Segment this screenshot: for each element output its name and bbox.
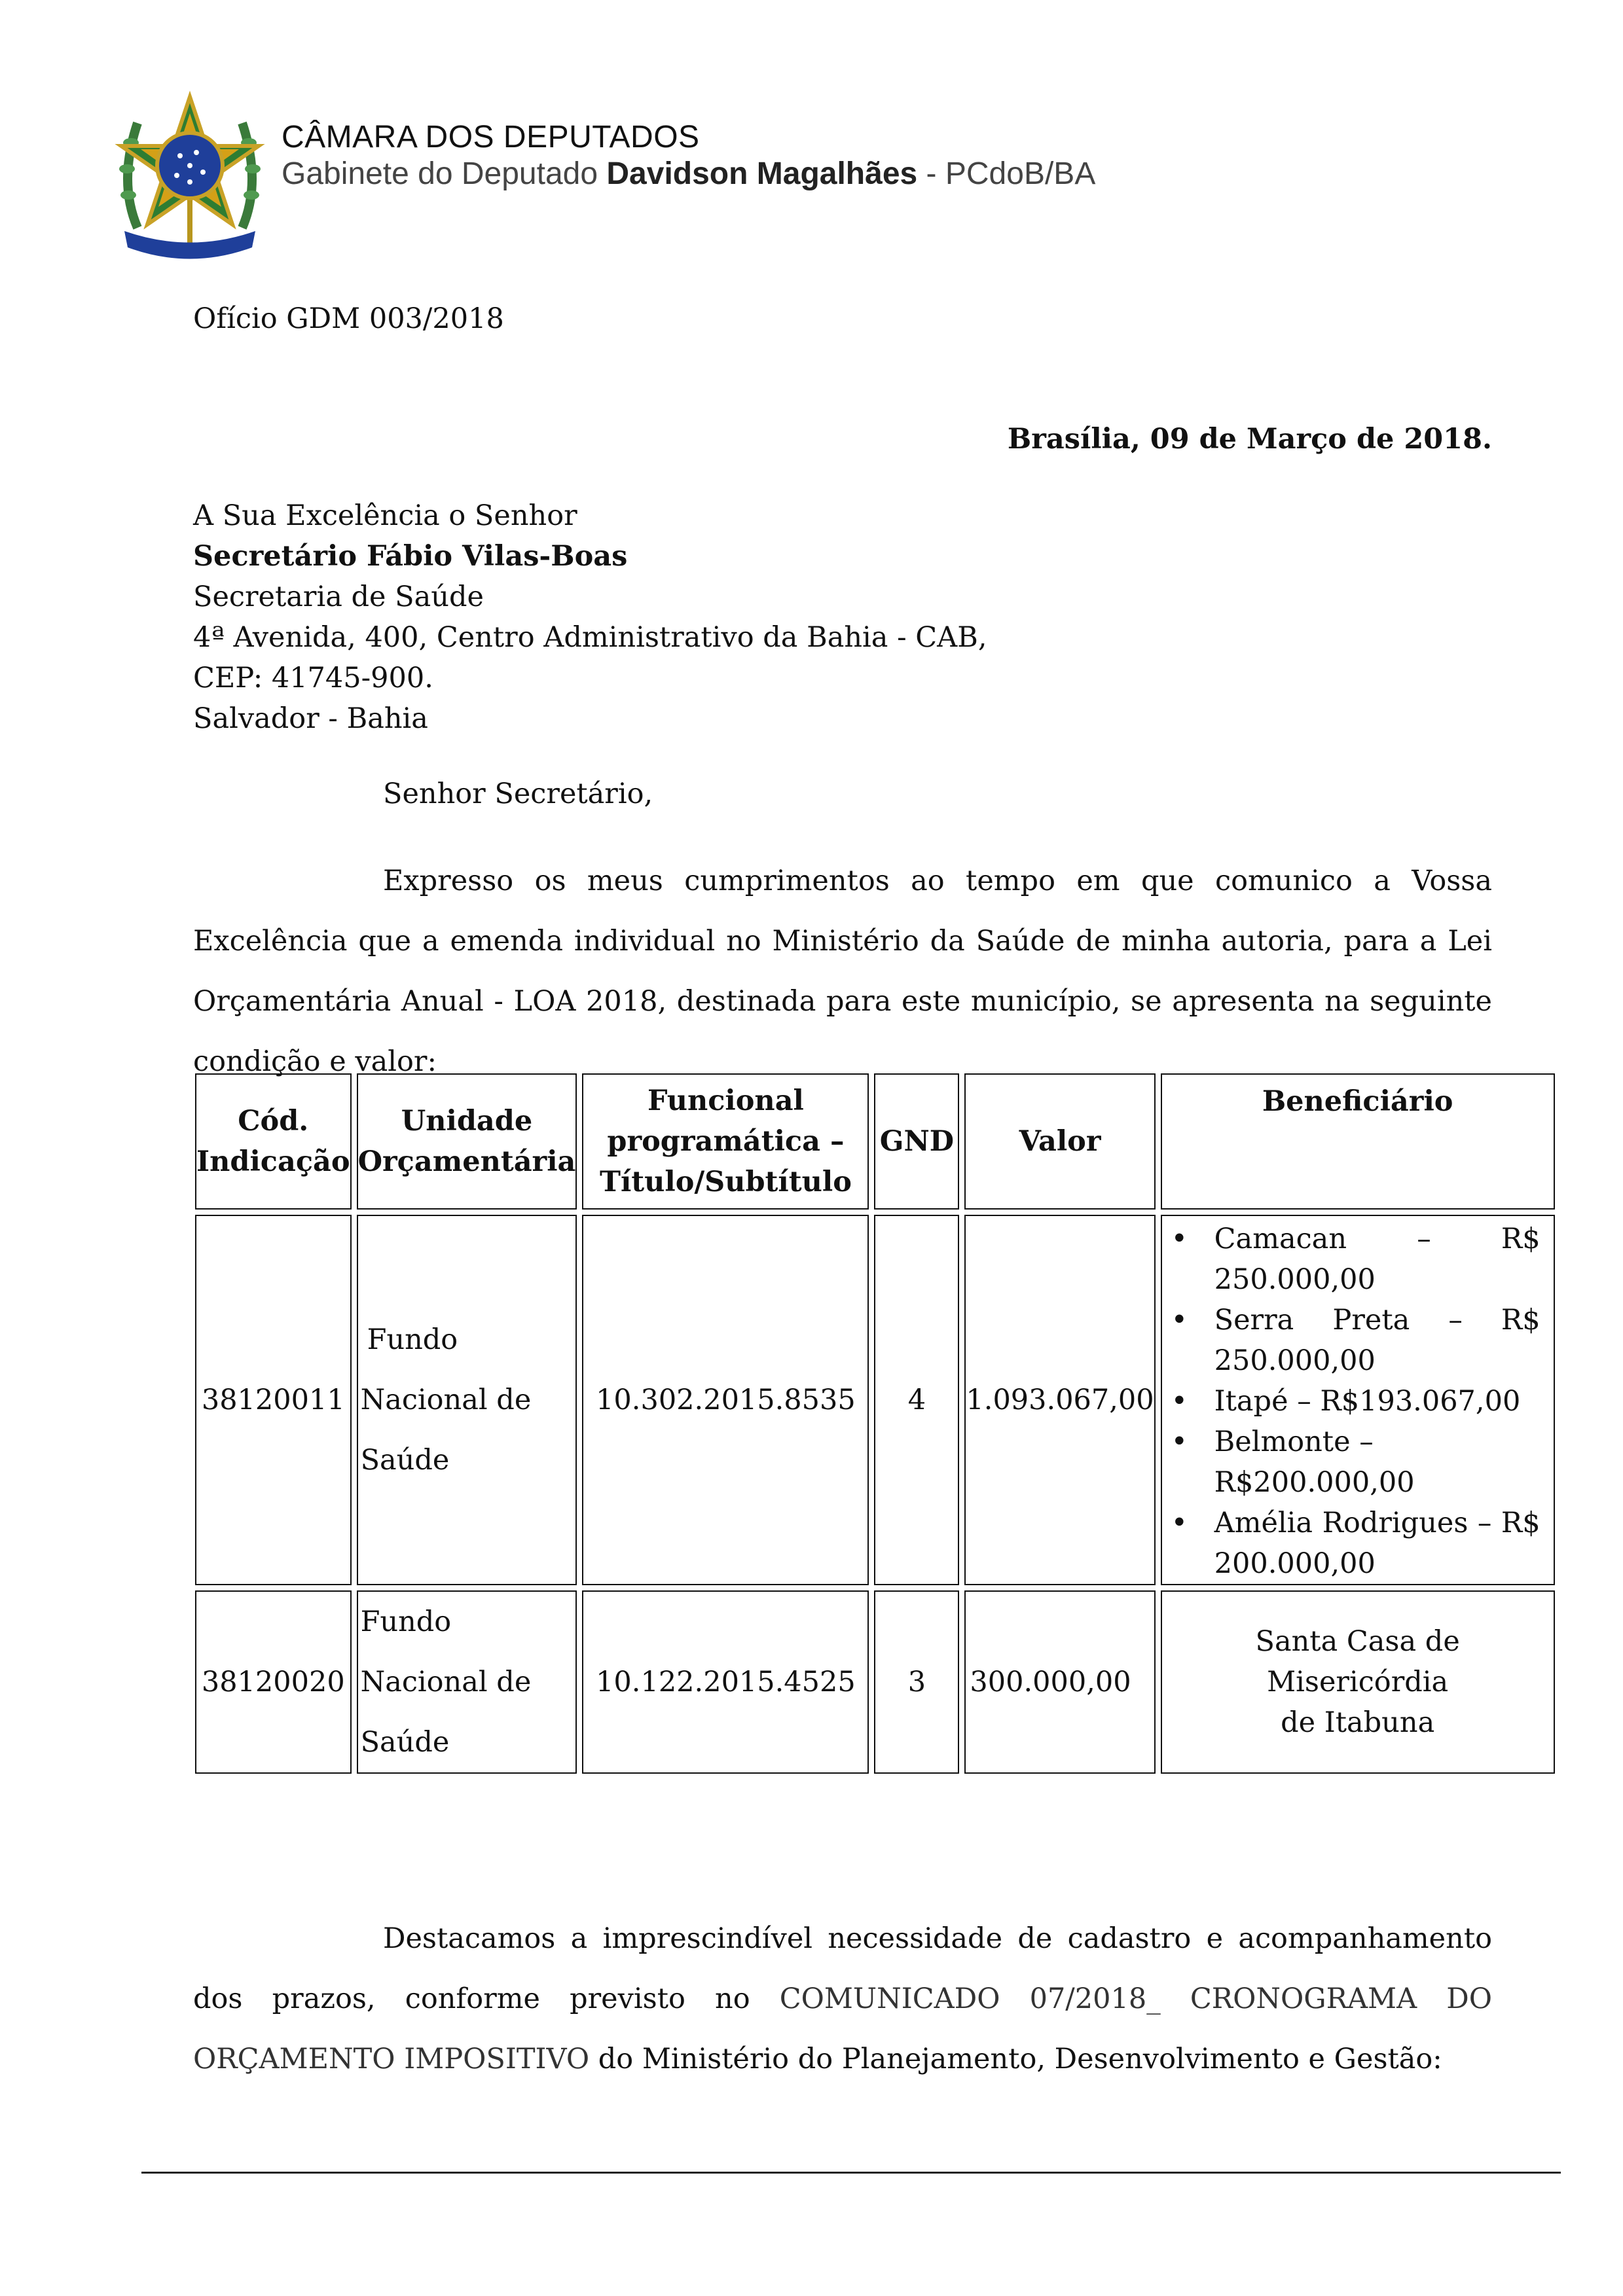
document-reference: Ofício GDM 003/2018 (193, 302, 504, 335)
recipient-address: 4ª Avenida, 400, Centro Administrativo da Bahia - CAB, (193, 621, 987, 654)
list-item: • Itapé – R$193.067,00 (1162, 1381, 1554, 1422)
header-funcional-programatica: Funcional programática – Título/Subtítulo (582, 1073, 869, 1210)
recipient-cep: CEP: 41745-900. (193, 662, 433, 694)
intro-paragraph: Expresso os meus cumprimentos ao tempo em que comunico a Vossa Excelência que a emenda individual no Ministério da Saúde de minha autoria, para a Lei Orçamentária Anual - LOA 2018, destinada para este município, se apresenta na seguinte condição e valor: (193, 865, 1492, 1078)
cell-funcional: 10.122.2015.4525 (582, 1590, 869, 1774)
list-item: • Camacan – R$ 250.000,00 (1162, 1219, 1554, 1300)
cell-gnd: 4 (874, 1215, 959, 1585)
amendment-table (190, 1068, 1560, 1779)
cell-funcional: 10.302.2015.8535 (582, 1215, 869, 1585)
cell-valor: 300.000,00 (964, 1590, 1155, 1774)
cell-cod: 38120011 (195, 1215, 352, 1585)
header-beneficiario: Beneficiário (1161, 1073, 1555, 1210)
table-row (195, 1590, 1555, 1774)
institution-name: CÂMARA DOS DEPUTADOS (282, 120, 700, 154)
list-item: • Serra Preta – R$ 250.000,00 (1162, 1300, 1554, 1381)
coat-of-arms-icon (111, 84, 268, 267)
beneficiary-list (1162, 1219, 1554, 1584)
footer-divider (141, 2172, 1561, 2174)
cell-cod: 38120020 (195, 1590, 352, 1774)
cell-unidade: Fundo Nacional de Saúde (357, 1590, 577, 1774)
salutation: Senhor Secretário, (383, 778, 653, 810)
cell-beneficiario: Santa Casa de Misericórdia de Itabuna (1161, 1590, 1555, 1774)
office-name: Gabinete do Deputado Davidson Magalhães - PCdoB/BA (282, 156, 1096, 191)
deadline-paragraph: Destacamos a imprescindível necessidade de cadastro e acompanhamento dos prazos, conforme previsto no COMUNICADO 07/2018_ CRONOGRAMA DO ORÇAMENTO IMPOSITIVO do Ministério do Planejamento, Desenvolvimento e Gestão: (193, 1922, 1492, 2075)
recipient-title: A Sua Excelência o Senhor (193, 499, 577, 532)
recipient-name: Secretário Fábio Vilas-Boas (193, 540, 628, 573)
list-item: • Belmonte – R$200.000,00 (1162, 1422, 1554, 1503)
cell-beneficiarios (1161, 1215, 1555, 1585)
table-header-row (195, 1073, 1555, 1210)
recipient-department: Secretaria de Saúde (193, 581, 484, 613)
header-unidade-orcamentaria: Unidade Orçamentária (357, 1073, 577, 1210)
header-valor: Valor (964, 1073, 1155, 1210)
table-row (195, 1215, 1555, 1585)
cell-unidade: Fundo Nacional de Saúde (357, 1215, 577, 1585)
cell-gnd: 3 (874, 1590, 959, 1774)
header-cod-indicacao: Cód. Indicação (195, 1073, 352, 1210)
document-date: Brasília, 09 de Março de 2018. (1007, 423, 1492, 456)
cell-valor: 1.093.067,00 (964, 1215, 1155, 1585)
list-item: • Amélia Rodrigues – R$ 200.000,00 (1162, 1503, 1554, 1584)
deputy-name: Davidson Magalhães (606, 156, 918, 191)
recipient-block (193, 495, 987, 739)
header-gnd: GND (874, 1073, 959, 1210)
recipient-city: Salvador - Bahia (193, 702, 428, 735)
